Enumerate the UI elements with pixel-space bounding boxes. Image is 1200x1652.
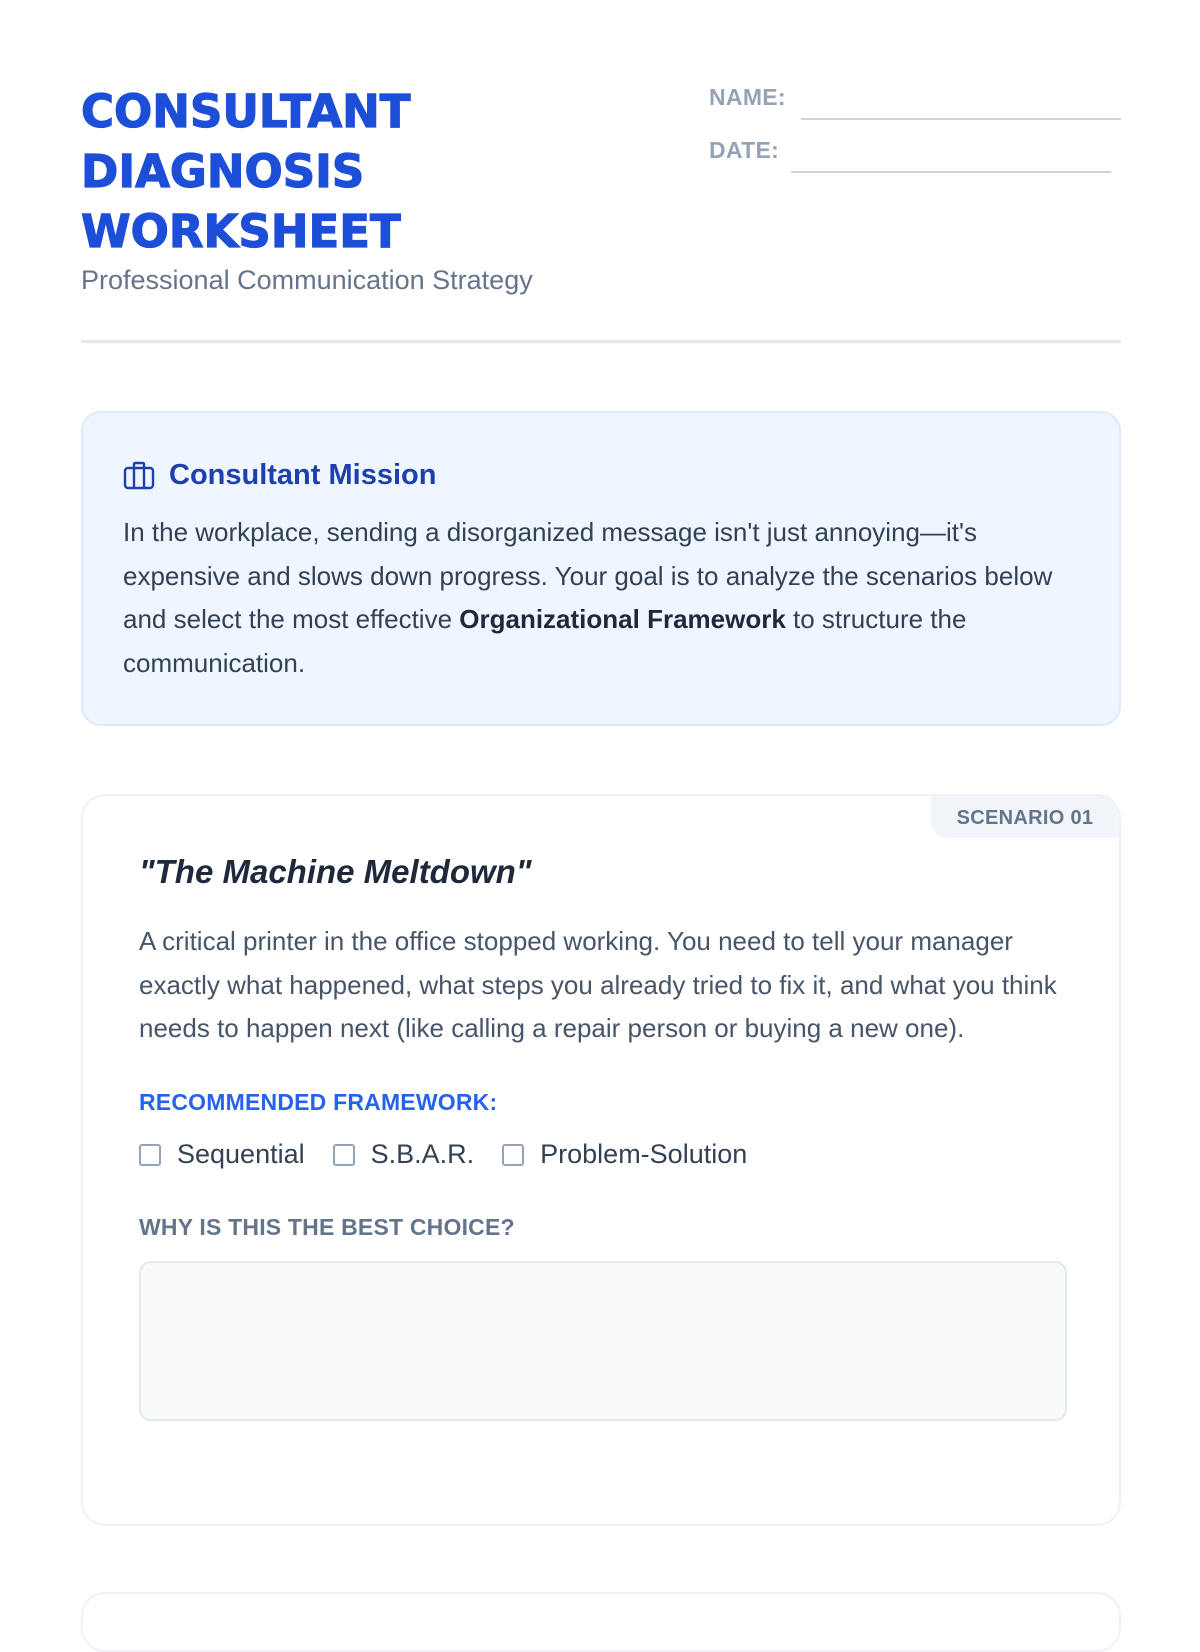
next-scenario-card [81,1592,1121,1652]
mission-box [81,411,1121,726]
mission-heading [123,455,1079,495]
option-sequential[interactable] [139,1139,305,1170]
date-field[interactable] [791,171,1111,173]
mission-text-emphasis: Organizational Framework [459,604,786,634]
mission-text-end: to structure the communication. [123,604,967,678]
worksheet-header [81,82,1121,342]
framework-label: RECOMMENDED FRAMEWORK: [139,1088,498,1115]
header-divider [81,340,1121,343]
mission-text [123,511,1079,685]
scenario-description: A critical printer in the office stopped working. You need to tell your manager exactly what happened, what steps you already tried to fix it, and what you think needs to happen next (like calling a repair person or buying a new one). [139,926,1057,1043]
framework-options [139,1138,1067,1172]
name-label: NAME: [709,84,786,110]
title-block [81,82,641,296]
date-label: DATE: [709,137,780,163]
option-label-sbar: S.B.A.R. [370,1139,475,1169]
option-sbar[interactable] [333,1139,475,1170]
name-field[interactable] [801,118,1121,120]
name-row [709,82,1121,135]
page-title-line-2: DIAGNOSIS [81,145,365,198]
mission-title: Consultant Mission [169,458,437,491]
briefcase-icon [123,460,155,490]
scenario-badge: SCENARIO 01 [931,796,1119,838]
problem-solution-checkbox[interactable] [502,1144,524,1166]
sbar-checkbox[interactable] [333,1144,355,1166]
page-title-line-1: CONSULTANT [81,85,411,138]
answer-textarea[interactable] [139,1261,1067,1421]
mission-text-start: In the workplace, sending a disorganized message isn't just annoying—it's expensive and slows down progress. Your goal is to analyze the scenarios below and select the most effective [123,517,1053,634]
page-subtitle: Professional Communication Strategy [81,265,533,295]
student-info [709,82,1121,188]
option-label-sequential: Sequential [177,1139,305,1169]
option-label-problem-solution: Problem-Solution [540,1139,748,1169]
scenario-card [81,794,1121,1526]
why-label: WHY IS THIS THE BEST CHOICE? [139,1213,515,1240]
sequential-checkbox[interactable] [139,1144,161,1166]
page-title-line-3: WORKSHEET [81,205,401,258]
date-row [709,135,1121,188]
option-problem-solution[interactable] [502,1139,747,1170]
scenario-content [139,852,1067,1426]
scenario-title: "The Machine Meltdown" [139,853,532,890]
